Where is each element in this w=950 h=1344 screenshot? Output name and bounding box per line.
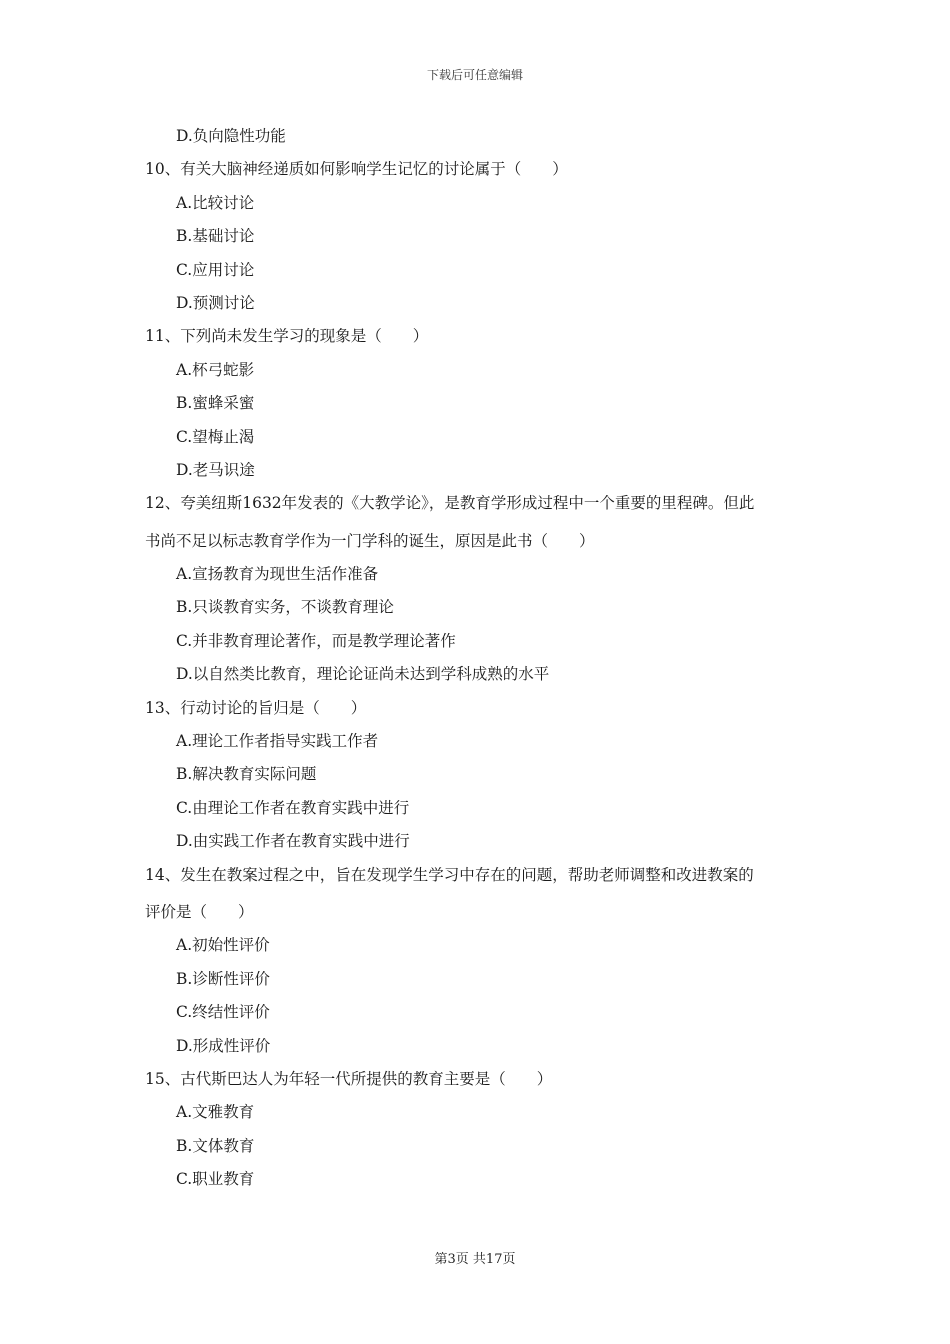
question-text: 12、夸美纽斯1632年发表的《大教学论》，是教育学形成过程中一个重要的里程碑。但此 (145, 494, 755, 513)
answer-option: D.负向隐性功能 (176, 127, 286, 145)
page-footer: 第3页 共17页 (434, 1252, 516, 1267)
answer-option: D.由实践工作者在教育实践中进行 (176, 832, 410, 851)
question-text-continued: 评价是（ ） (145, 902, 254, 921)
answer-option: B.基础讨论 (176, 227, 255, 246)
question-text: 14、发生在教案过程之中，旨在发现学生学习中存在的问题，帮助老师调整和改进教案的 (145, 865, 754, 884)
answer-option: C.并非教育理论著作，而是教学理论著作 (176, 631, 456, 650)
answer-option: A.杯弓蛇影 (176, 360, 255, 379)
document-body (145, 120, 815, 1197)
answer-option: A.比较讨论 (176, 193, 255, 212)
question-text: 13、行动讨论的旨归是（ ） (145, 698, 367, 717)
answer-option: D.预测讨论 (176, 293, 255, 312)
answer-option: B.文体教育 (176, 1136, 255, 1155)
answer-option: C.由理论工作者在教育实践中进行 (176, 798, 410, 817)
answer-option: A.初始性评价 (176, 936, 270, 955)
question-text: 15、古代斯巴达人为年轻一代所提供的教育主要是（ ） (145, 1069, 553, 1088)
answer-option: A.文雅教育 (176, 1103, 255, 1122)
answer-option: D.形成性评价 (176, 1036, 271, 1055)
answer-option: A.宣扬教育为现世生活作准备 (176, 565, 379, 584)
question-text-continued: 书尚不足以标志教育学作为一门学科的诞生，原因是此书（ ） (145, 531, 595, 550)
answer-option: C.职业教育 (176, 1170, 255, 1189)
question-text: 11、下列尚未发生学习的现象是（ ） (145, 327, 429, 346)
answer-option: B.只谈教育实务，不谈教育理论 (176, 598, 394, 617)
answer-option: C.终结性评价 (176, 1003, 270, 1022)
answer-option: A.理论工作者指导实践工作者 (176, 732, 379, 751)
answer-option: D.以自然类比教育，理论论证尚未达到学科成熟的水平 (176, 665, 550, 684)
answer-option: B.解决教育实际问题 (176, 765, 317, 784)
answer-option: D.老马识途 (176, 460, 255, 479)
page-header: 下载后可任意编辑 (426, 68, 523, 82)
answer-option: C.望梅止渴 (176, 427, 255, 446)
answer-option: C.应用讨论 (176, 260, 255, 279)
answer-option: B.诊断性评价 (176, 969, 270, 988)
question-text: 10、有关大脑神经递质如何影响学生记忆的讨论属于（ ） (145, 160, 568, 179)
answer-option: B.蜜蜂采蜜 (176, 394, 255, 413)
